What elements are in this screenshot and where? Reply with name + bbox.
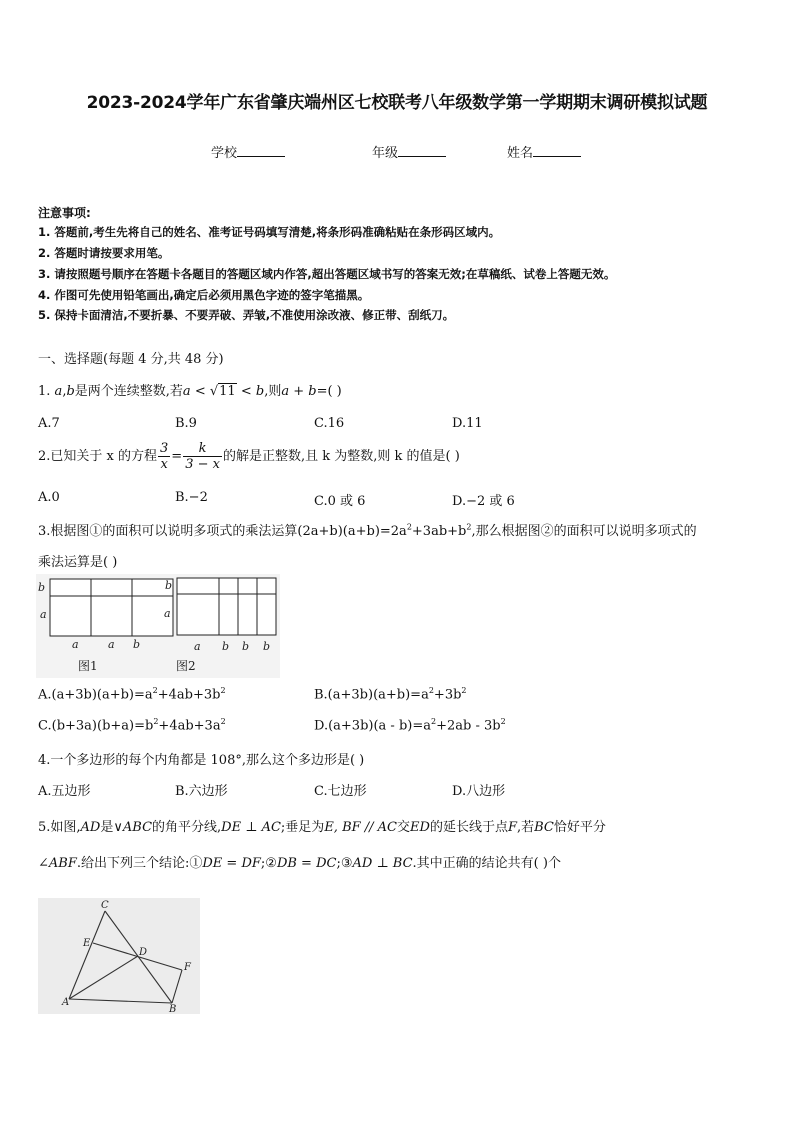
- q1-ask: =( ): [316, 384, 342, 399]
- question-2: [38, 441, 460, 472]
- fig2-rect: [177, 578, 276, 635]
- q5-m1: AD: [80, 820, 101, 835]
- fig2-label-b-1: b: [222, 640, 230, 653]
- q5-m8: ∠ABF: [38, 856, 77, 871]
- fig2-label-b-3: b: [263, 640, 271, 653]
- name-blank[interactable]: [533, 144, 581, 157]
- q3-d-mid: +2ab - 3b: [436, 718, 501, 734]
- q1-option-a[interactable]: A.7: [38, 416, 60, 431]
- q5-t5: 交: [397, 820, 411, 835]
- q1-var-b: b: [66, 384, 75, 399]
- point-F-label: F: [184, 962, 191, 973]
- q5-m11: AD ⊥ BC: [352, 856, 413, 871]
- q3-c-mid: +4ab+3a: [158, 718, 221, 734]
- question-1: [38, 380, 342, 399]
- q3-b-mid: +3b: [433, 687, 462, 703]
- q3-text-c: ,那么根据图②的面积可以说明多项式的: [471, 524, 697, 539]
- fig2-label-a-left: a: [164, 607, 171, 620]
- question-4: 4.一个多边形的每个内角都是 108°,那么这个多边形是( ): [38, 753, 365, 768]
- q3-c-pre: C.(b+3a)(b+a)=b: [38, 718, 154, 734]
- q2-fraction-1: [158, 441, 170, 472]
- q2-frac2-den: 3 − x: [185, 457, 220, 472]
- q3-b-sup2: 2: [461, 686, 467, 695]
- q1-number: 1.: [38, 384, 51, 399]
- q3-a-sup2: 2: [220, 686, 226, 695]
- q2-frac1-den: x: [160, 457, 168, 472]
- q3-option-a[interactable]: [38, 686, 226, 702]
- figure-2: [177, 578, 276, 635]
- q5-m9: DE = DF: [202, 856, 261, 871]
- q1-var-a: a: [54, 384, 63, 399]
- q2-option-c[interactable]: C.0 或 6: [314, 494, 366, 509]
- point-E-label: E: [83, 938, 91, 949]
- q5-t8: 恰好平分: [553, 820, 606, 835]
- fig1-label-a-left: a: [40, 608, 47, 621]
- q1-lt-1: <: [190, 384, 210, 399]
- q4-option-a[interactable]: A.五边形: [38, 784, 91, 799]
- q3-option-c[interactable]: [38, 717, 226, 733]
- q1-sum: a + b: [281, 384, 317, 399]
- q2-text-2: 的解是正整数,且 k 为整数,则 k 的值是( ): [222, 449, 460, 464]
- q1-comma: ,: [62, 384, 67, 399]
- q3-c-sup2: 2: [220, 717, 226, 726]
- q3-figures: [36, 574, 280, 678]
- q2-frac1-num: 3: [160, 441, 169, 456]
- q3-d-pre: D.(a+3b)(a - b)=a: [314, 718, 431, 734]
- q5-m5: ED: [410, 820, 430, 835]
- q5-t4: ;垂足为: [280, 820, 325, 835]
- q5-t10: ;②: [260, 856, 277, 871]
- q5-t1: 5.如图,: [38, 820, 81, 835]
- q2-text-1: 2.已知关于 x 的方程: [38, 449, 157, 464]
- exam-title: 2023-2024学年广东省肇庆端州区七校联考八年级数学第一学期期末调研模拟试题: [86, 93, 708, 113]
- q5-t7: ,若: [516, 820, 535, 835]
- q4-option-c[interactable]: C.七边形: [314, 784, 367, 799]
- q5-m7: BC: [534, 820, 554, 835]
- question-5-line-2: [38, 852, 561, 871]
- q3-c-sup1: 2: [153, 717, 159, 726]
- q5-m6: F: [507, 820, 517, 835]
- notice-item-3: 3. 请按照题号顺序在答题卡各题目的答题区域内作答,超出答题区域书写的答案无效;在草稿纸、试卷上答题无效。: [38, 267, 616, 281]
- q5-t3: 的角平分线,: [152, 820, 222, 835]
- point-C-label: C: [101, 900, 109, 911]
- q1-text: 是两个连续整数,若: [74, 384, 183, 399]
- notice-item-1: 1. 答题前,考生先将自己的姓名、准考证号码填写清楚,将条形码准确粘贴在条形码区域内。: [38, 225, 501, 239]
- q5-t11: ;③: [336, 856, 353, 871]
- q5-m4: E, BF // AC: [324, 820, 397, 835]
- sqrt-icon: √: [209, 384, 219, 399]
- q5-m10: DB = DC: [276, 856, 337, 871]
- notice-item-5: 5. 保持卡面清洁,不要折暴、不要弄破、弄皱,不准使用涂改液、修正带、刮纸刀。: [38, 308, 455, 322]
- q2-option-a[interactable]: A.0: [38, 490, 60, 505]
- q4-option-d[interactable]: D.八边形: [452, 784, 506, 799]
- fig2-label-a: a: [194, 640, 201, 653]
- name-label: 姓名: [507, 146, 534, 161]
- q1-option-d[interactable]: D.11: [452, 416, 483, 431]
- q5-m2: ∨ABC: [113, 820, 153, 835]
- q3-text-b: +3ab+b: [411, 524, 467, 539]
- q1-ineq-a: a: [182, 384, 191, 399]
- q2-option-d[interactable]: D.−2 或 6: [452, 494, 515, 509]
- q3-d-sup2: 2: [500, 717, 506, 726]
- q3-option-b[interactable]: [314, 686, 467, 702]
- section-1-heading: 一、选择题(每题 4 分,共 48 分): [38, 352, 224, 367]
- grade-blank[interactable]: [398, 144, 446, 157]
- point-D-label: D: [139, 947, 148, 958]
- q2-frac2-num: k: [183, 441, 222, 457]
- q5-t6: 的延长线于点: [429, 820, 508, 835]
- fig1-rect: [50, 579, 173, 636]
- q3-option-d[interactable]: [314, 717, 506, 733]
- point-A-label: A: [62, 997, 70, 1008]
- q1-option-b[interactable]: B.9: [175, 416, 197, 431]
- q2-fraction-2: [183, 441, 222, 472]
- q3-sup-1: 2: [406, 522, 412, 532]
- q3-text-a: 3.根据图①的面积可以说明多项式的乘法运算(2a+b)(a+b)=2a: [38, 524, 407, 539]
- q1-then: ,则: [264, 384, 282, 399]
- grade-label: 年级: [372, 146, 399, 161]
- q3-a-pre: A.(a+3b)(a+b)=a: [38, 687, 153, 703]
- q5-figure: [38, 898, 200, 1014]
- q3-b-sup1: 2: [428, 686, 434, 695]
- notice-heading: 注意事项:: [38, 206, 91, 220]
- q5-t2: 是: [100, 820, 114, 835]
- fig1-label-a-2: a: [108, 638, 115, 651]
- fig2-label-b-left: b: [165, 579, 173, 592]
- school-blank[interactable]: [237, 144, 285, 157]
- q3-a-mid: +4ab+3b: [157, 687, 221, 703]
- q3-b-pre: B.(a+3b)(a+b)=a: [314, 687, 429, 703]
- fig1-label-a-1: a: [72, 638, 79, 651]
- q1-ineq-b: b: [255, 384, 265, 399]
- q5-t9: .给出下列三个结论:①: [76, 856, 203, 871]
- fig2-label-b-2: b: [242, 640, 250, 653]
- q1-lt-2: <: [236, 384, 256, 399]
- q2-option-b[interactable]: B.−2: [175, 490, 208, 505]
- question-5-line-1: [38, 816, 606, 835]
- notice-item-2: 2. 答题时请按要求用笔。: [38, 246, 170, 260]
- question-3-line-1: [38, 520, 697, 539]
- point-B-label: B: [169, 1004, 177, 1014]
- fig1-label-b-bottom: b: [133, 638, 141, 651]
- q1-option-c[interactable]: C.16: [314, 416, 345, 431]
- q2-equals: =: [171, 449, 183, 464]
- school-label: 学校: [211, 146, 238, 161]
- name-field: [507, 142, 581, 161]
- q3-sup-2: 2: [466, 522, 472, 532]
- q3-d-sup1: 2: [431, 717, 437, 726]
- question-3-line-2: 乘法运算是( ): [38, 555, 118, 570]
- fig1-caption: 图1: [78, 659, 98, 673]
- grade-field: [372, 142, 446, 161]
- fig1-label-b-left: b: [38, 581, 46, 594]
- q3-a-sup1: 2: [152, 686, 158, 695]
- fig2-caption: 图2: [176, 659, 196, 673]
- school-field: [211, 142, 285, 161]
- notice-item-4: 4. 作图可先使用铅笔画出,确定后必须用黑色字迹的签字笔描黑。: [38, 288, 370, 302]
- q5-t12: .其中正确的结论共有( )个: [412, 856, 561, 871]
- q4-option-b[interactable]: B.六边形: [175, 784, 228, 799]
- figure-1: [50, 579, 173, 636]
- q1-radicand: 11: [219, 384, 236, 399]
- q5-m3: DE ⊥ AC: [221, 820, 281, 835]
